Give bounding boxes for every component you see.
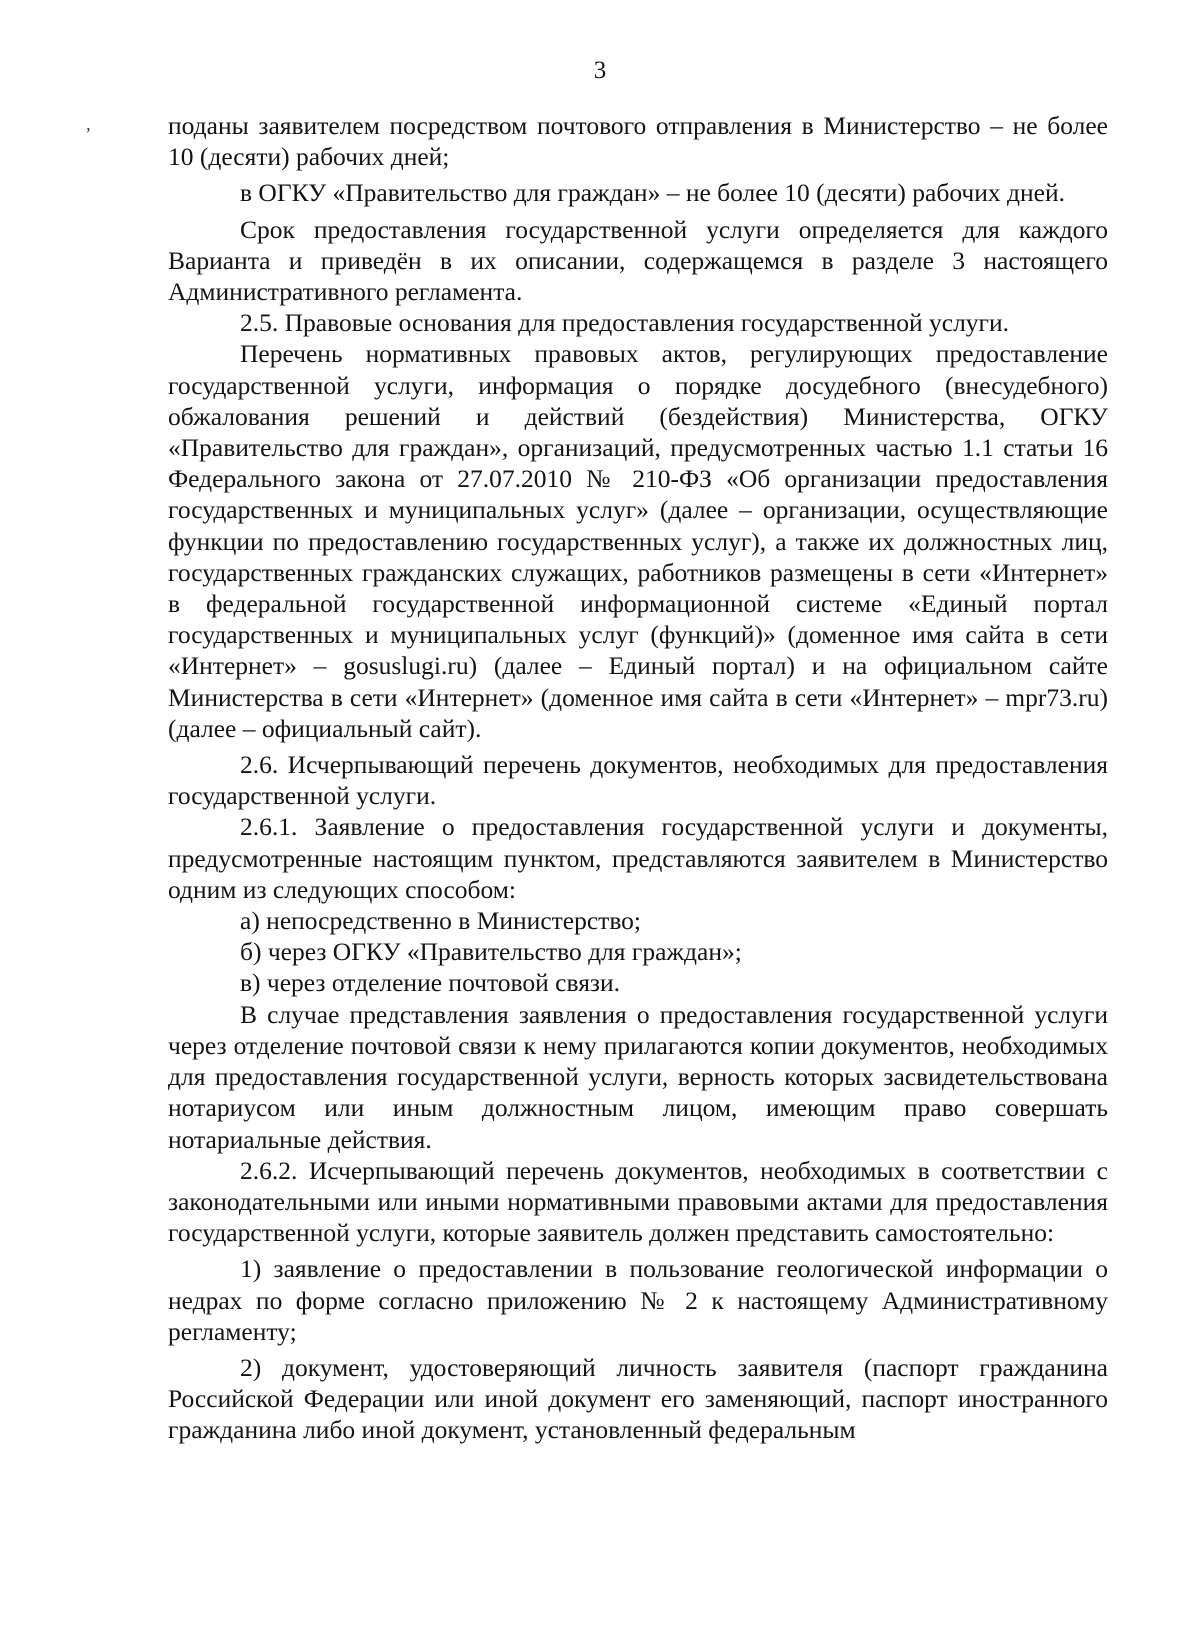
list-item-c: в) через отделение почтовой связи.	[240, 968, 621, 998]
paragraph-2-6-2: 2.6.2. Исчерпывающий перечень документов, необходимых в соответствии с законодательными или иными нормативными правовыми актами для предоставления государственной услуги, которые заявитель должен представить самостоятельно:	[168, 1155, 1108, 1248]
section-heading-2-6: 2.6. Исчерпывающий перечень документов, необходимых для предоставления государственной услуги.	[168, 750, 1108, 811]
paragraph-service-term: Срок предоставления государственной услуги определяется для каждого Варианта и приведён в их описании, содержащемся в разделе 3 настоящего Административного регламента.	[168, 214, 1108, 307]
paragraph-postal-copies: В случае представления заявления о предоставления государственной услуги через отделение почтовой связи к нему прилагаются копии документов, необходимых для предоставления государственной услуги, верность которых засвидетельствована нотариусом или иным должностным лицом, имеющим право совершать нотариальные действия.	[168, 999, 1108, 1154]
margin-mark: ʼ	[84, 124, 90, 144]
list-item-1: 1) заявление о предоставлении в пользование геологической информации о недрах по форме согласно приложению № 2 к настоящему Административному регламенту;	[168, 1254, 1108, 1346]
list-item-a: а) непосредственно в Министерство;	[240, 906, 642, 936]
paragraph-postal-deadline: поданы заявителем посредством почтового отправления в Министерство – не более 10 (десяти) рабочих дней;	[168, 111, 1108, 172]
list-item-2: 2) документ, удостоверяющий личность заявителя (паспорт гражданина Российской Федерации или иной документ его заменяющий, паспорт иностранного гражданина либо иной документ, установленный федеральным	[168, 1352, 1108, 1445]
page-number: 3	[593, 57, 607, 84]
list-item-b: б) через ОГКУ «Правительство для граждан»;	[240, 937, 742, 967]
paragraph-2-6-1: 2.6.1. Заявление о предоставления государственной услуги и документы, предусмотренные настоящим пунктом, представляются заявителем в Министерство одним из следующих способом:	[168, 812, 1108, 904]
section-heading-2-5: 2.5. Правовые основания для предоставления государственной услуги.	[240, 308, 1010, 338]
paragraph-legal-acts: Перечень нормативных правовых актов, регулирующих предоставление государственной услуги, информация о порядке досудебного (внесудебного) обжалования решений и действий (бездействия) Министерства, ОГКУ «Правительство для граждан», организаций, предусмотренных частью 1.1 статьи 16 Федерального закона от 27.07.2010 № 210-ФЗ «Об организации предоставления государственных и муниципальных услуг» (далее – организации, осуществляющие функции по предоставлению государственных услуг), а также их должностных лиц, государственных гражданских служащих, работников размещены в сети «Интернет» в федеральной государственной информационной системе «Единый портал государственных и муниципальных услуг (функций)» (доменное имя сайта в сети «Интернет» – gosuslugi.ru) (далее – Единый портал) и на официальном сайте Министерства в сети «Интернет» (доменное имя сайта в сети «Интернет» – mpr73.ru) (далее – официальный сайт).	[168, 339, 1108, 743]
document-body	[168, 110, 1108, 1446]
paragraph-ogku-deadline: в ОГКУ «Правительство для граждан» – не более 10 (десяти) рабочих дней.	[240, 178, 1065, 208]
